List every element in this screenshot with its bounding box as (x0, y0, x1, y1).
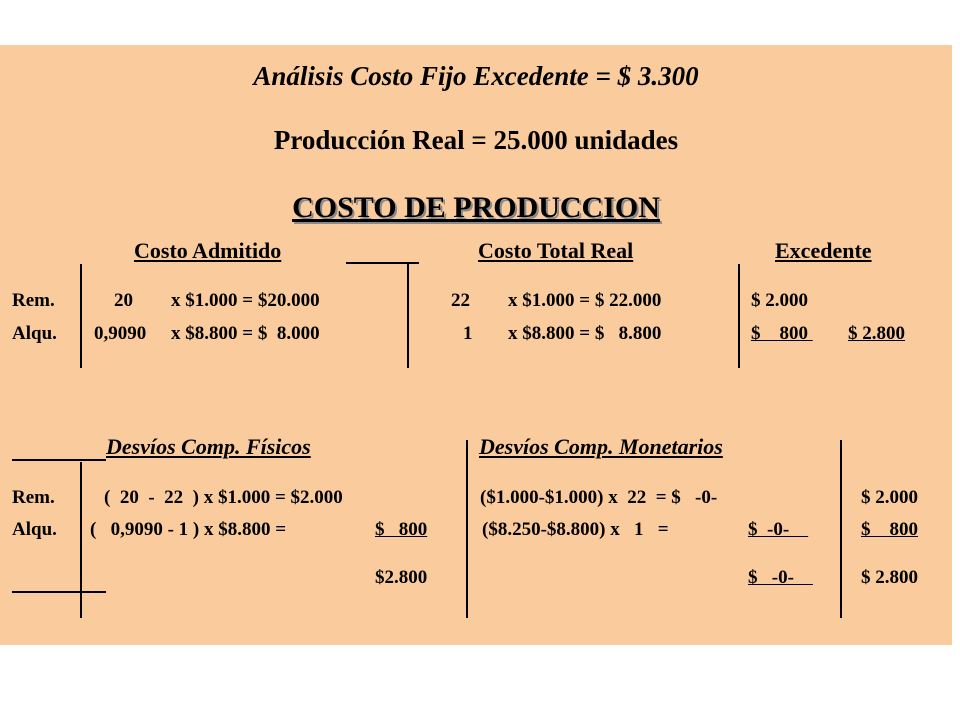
admitido-qty: 20 (114, 290, 133, 311)
desvio-monetario-value: $ -0- (748, 519, 809, 540)
admitido-calc: x $8.800 = $ 8.000 (171, 323, 320, 344)
total-fisico: $2.800 (375, 567, 428, 588)
divider-line (80, 462, 82, 618)
row-label: Alqu. (12, 519, 57, 540)
divider-line (80, 264, 82, 368)
desvio-fisico-calc: ( 20 - 22 ) x $1.000 = $2.000 (104, 487, 343, 508)
row-label: Alqu. (12, 323, 57, 344)
admitido-qty: 0,9090 (94, 323, 147, 344)
desvio-monetario-calc: ($8.250-$8.800) x 1 = (482, 519, 674, 540)
header-underline-extension (12, 459, 106, 461)
title: Análisis Costo Fijo Excedente = $ 3.300 (253, 61, 699, 91)
desvio-fisico-calc: ( 0,9090 - 1 ) x $8.800 = (90, 519, 291, 540)
divider-line (840, 440, 842, 618)
subtitle: Producción Real = 25.000 unidades (273, 125, 679, 155)
row-label: Rem. (12, 487, 55, 508)
header-excedente: Excedente (775, 238, 872, 263)
header-desvios-fisicos: Desvíos Comp. Físicos (106, 434, 311, 459)
row-label: Rem. (12, 290, 55, 311)
totals-line (12, 591, 106, 593)
desvio-total: $ 800 (861, 519, 918, 540)
desvio-fisico-value: $ 800 (375, 519, 428, 540)
excedente-value: $ 800 (751, 323, 813, 344)
total-monetario: $ -0- (748, 567, 813, 588)
header-costo-total-real: Costo Total Real (478, 238, 634, 263)
excedente-value: $ 2.000 (751, 290, 808, 311)
divider-line (466, 440, 468, 618)
desvio-monetario-calc: ($1.000-$1.000) x 22 = $ -0- (480, 487, 718, 508)
total-desvios: $ 2.800 (861, 567, 918, 588)
divider-line (738, 264, 740, 368)
excedente-total: $ 2.800 (848, 323, 905, 344)
divider-line (407, 264, 409, 368)
real-calc: x $1.000 = $ 22.000 (508, 290, 662, 311)
desvio-total: $ 2.000 (861, 487, 918, 508)
header-desvios-monetarios: Desvíos Comp. Monetarios (479, 434, 723, 459)
real-calc: x $8.800 = $ 8.800 (508, 323, 662, 344)
real-qty: 1 (463, 323, 473, 344)
section-title: COSTO DE PRODUCCION (292, 191, 660, 224)
header-costo-admitido: Costo Admitido (134, 238, 282, 263)
real-qty: 22 (451, 290, 470, 311)
admitido-calc: x $1.000 = $20.000 (171, 290, 320, 311)
